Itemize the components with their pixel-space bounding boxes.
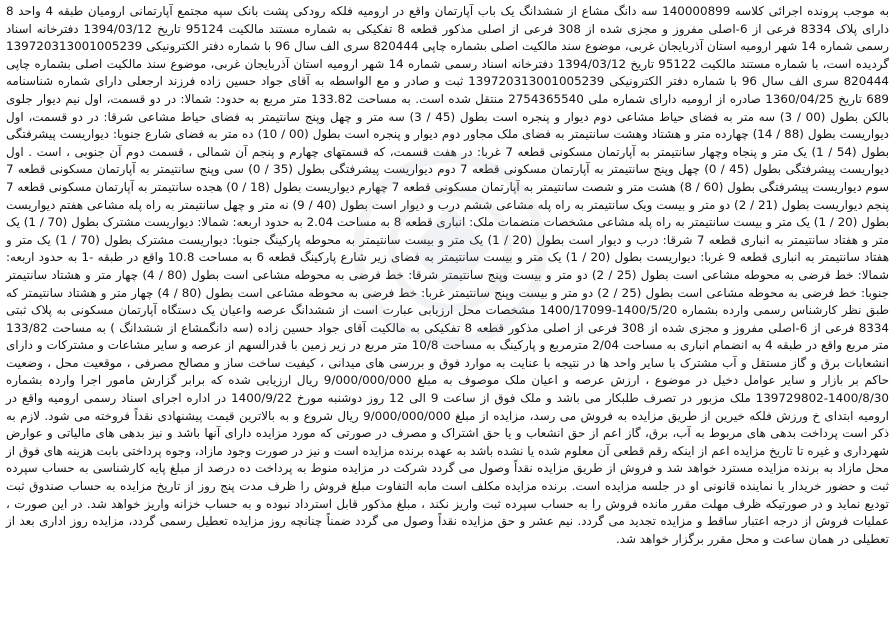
- auction-notice-text: به موجب پرونده اجرائی کلاسه 140000899 سه دانگ مشاع از ششدانگ یک باب آپارتمان واقع در ارومیه فلکه رودکی پشت بانک سپه مجتمع آپارتمانی ارومیان طبقه 4 واحد 8 دارای پلاک 8334 فرعی از 6-اصلی مفروز و مجزی شده از 308 فرعی از اصلی مذکور قطعه 8 تفکیکی به شماره مستند مالکیت 95124 تاریخ 1394/03/12 دفترخانه اسناد رسمی شماره 14 شهر ارومیه استان آذربایجان غربی، موضوع سند مالکیت اصلی بشماره چاپی 820444 سری الف سال 96 با شماره دفتر الکترونیکی 139720313001005239 گردیده است، با شماره مستند مالکیت 95122 تاریخ 1394/03/12 دفترخانه اسناد رسمی شماره 14 شهر ارومیه استان آذربایجان غربی، موضوع سند مالکیت اصلی بشماره چاپی 820444 سری الف سال 96 با شماره دفتر الکترونیکی 139720313001005239 ثبت و صادر و مع الواسطه به آقای جواد حسین زاده فرزند ارجعلی دارای شماره شناسنامه 689 تاریخ 1360/04/25 صادره از ارومیه دارای شماره ملی 2754365540 منتقل شده است. به مساحت 133.82 متر مربع به حدود: شمالا: در دو قسمت، اول نیم دیوار جلوی بالکن بطول (00 / 3) سه متر به فضای حیاط مشاعی دوم دیوار و پنجره است بطول (45 / 3) سه متر و چهل وپنج سانتیمتر به فضای حیاط مشاعی شرقا: در دو قسمت، اول دیواریست بطول (88 / 14) چهارده متر و هشتاد وهشت سانتیمتر به فضای ملک مجاور دوم دیوار و پنجره است بطول (00 / 10) ده متر به فضای شارع جنوبا: دیواریست پیشرفتگی بطول (54 / 1) یک متر و پنجاه وچهار سانتیمتر به آپارتمان مسکونی قطعه 7 غربا: در هفت قسمت، که قسمتهای چهارم و پنجم آن شمالی ، قسمت دوم آن جنوبی ، است . اول دیواریست پیشرفتگی بطول (45 / 0) چهل وپنج سانتیمتر به آپارتمان مسکونی قطعه 7 دوم دیواریست پیشرفتگی بطول (35 / 0) سی وپنج سانتیمتر به آپارتمان مسکونی قطعه 7 سوم دیواریست پیشرفتگی بطول (60 / 8) هشت متر و شصت سانتیمتر به آپارتمان مسکونی قطعه 7 چهارم دیواریست بطول (18 / 0) هجده سانتیمتر به آپارتمان مسکونی قطعه 7 پنجم دیواریست بطول (21 / 2) دو متر و بیست ویک سانتیمتر به راه پله مشاعی ششم درب و دیوار است بطول (40 / 9) نه متر و چهل سانتیمتر به راه پله مشاعی هفتم دیواریست بطول (20 / 1) یک متر و بیست سانتیمتر به راه پله مشاعی مشخصات منضمات ملک: انباری قطعه 8 به مساحت 2.04 به حدود اربعه: شمالا: دیواریست مشترک بطول (70 / 1) یک متر و هفتاد سانتیمتر به انباری قطعه 7 شرقا: درب و دیوار است بطول (20 / 1) یک متر و بیست سانتیمتر به محوطه پارکینگ جنوبا: دیواریست مشترک بطول (70 / 1) یک متر و هفتاد سانتیمتر به انباری قطعه 9 غربا: دیواریست بطول (20 / 1) یک متر و بیست سانتیمتر به فضای زیر شارع پارکینگ قطعه 6 به مساحت 10.8 واقع در طبقه -1 به حدود اربعه: شمالا: خط فرضی به محوطه مشاعی است بطول (25 / 2) دو متر و بیست وپنج سانتیمتر شرقا: خط فرضی به محوطه مشاعی است بطول (80 / 4) چهار متر و هشتاد سانتیمتر جنوبا: خط فرضی به محوطه مشاعی است بطول (25 / 2) دو متر و بیست وپنج سانتیمتر غربا: خط فرضی به محوطه مشاعی است بطول (80 / 4) چهار متر و هشتاد سانتیمتر که طبق نظر کارشناس رسمی وارده بشماره 1400/5/20-1400/17099 مشخصات محل ارزیابی عبارت است از ششدانگ عرصه واعیان یک دستگاه آپارتمان مسکونی به پلاک ثبتی 8334 فرعی از 6-اصلی مفروز و مجزی شده از 308 فرعی از اصلی مذکور قطعه 8 تفکیکی به مالکیت آقای جواد حسین زاده (سه دانگمشاع از ششدانگ ) به مساحت 133/82 متر مربع واقع در طبقه 4 به انضمام انباری به مساحت 2/04 مترمربع و پارکینگ به مساحت 10/8 متر مربع در زیر زمین با قدرالسهم از عرصه و سایر مشاعات و مشترکات و دارای انشعابات برق و گاز مستقل و آب مشترک با سایر واحد ها در نتیجه با عنایت به موارد فوق و بررسی های میدانی ، کیفیت ساخت ساز و مصالح مصرفی ، موقعیت محل ، وضعیت حاکم بر بازار و سایر عوامل دخیل در موضوع ، ارزش عرصه و اعیان ملک موصوف به مبلغ 9/000/000/000 ریال ارزیابی شده که برابر گزارش مامور اجرا واردہ بشماره 1400/8/30-139729802 ملک مزبور در تصرف طلبکار می باشد و ملک فوق از ساعت 9 الی 12 روز دوشنبه مورخ 1400/9/22 در اداره اجرای اسناد رسمی ارومیه واقع در ارومیه ابتدای خ ورزش فلکه خیرین از طریق مزایده به فروش می رسد، مزایده از مبلغ 9/000/000/000 ریال شروع و به بالاترین قیمت پیشنهادی نقداً فروخته می شود. لازم به ذکر است پرداخت بدهی های مربوط به آب، برق، گاز اعم از حق انشعاب و یا حق اشتراک و مصرف در صورتی که مورد مزایده دارای آنها باشد و نیز بدهی های مالیاتی و عوارض شهرداری و غیره تا تاریخ مزایده اعم از اینکه رقم قطعی آن معلوم شده یا نشده باشد به عهده برنده مزایده است و نیز در صورت وجود مازاد، وجوه پرداختی بابت هزینه های فوق از محل مازاد به برنده مزایده مسترد خواهد شد و فروش از طریق مزایده نقداً وصول می گردد شرکت در مزایده منوط به پرداخت ده درصد از مبلغ پایه کارشناسی به حساب سپرده ثبت و حضور خریدار یا نماینده قانونی او در جلسه مزایده است. برنده مزایده مکلف است مابه التفاوت مبلغ فروش را ظرف مدت پنج روز از تاریخ مزایده به حساب صندوق ثبت تودیع نماید و در صورتیکه ظرف مهلت مقرر مانده فروش را به حساب سپرده ثبت واریز نکند ، مبلغ مذکور قابل استرداد نبوده و به حساب خزانه واریز خواهد شد. در این صورت ، عملیات فروش از درجه اعتبار ساقط و مزایده تجدید می گردد. نیم عشر و حق مزایده نقداً وصول می گردد ضمناً چنانچه روز مزایده تعطیل رسمی گردد، مزایده روز اداری بعد از تعطیلی در همان ساعت و محل مقرر برگزار خواهد شد.: [6, 4, 890, 546]
